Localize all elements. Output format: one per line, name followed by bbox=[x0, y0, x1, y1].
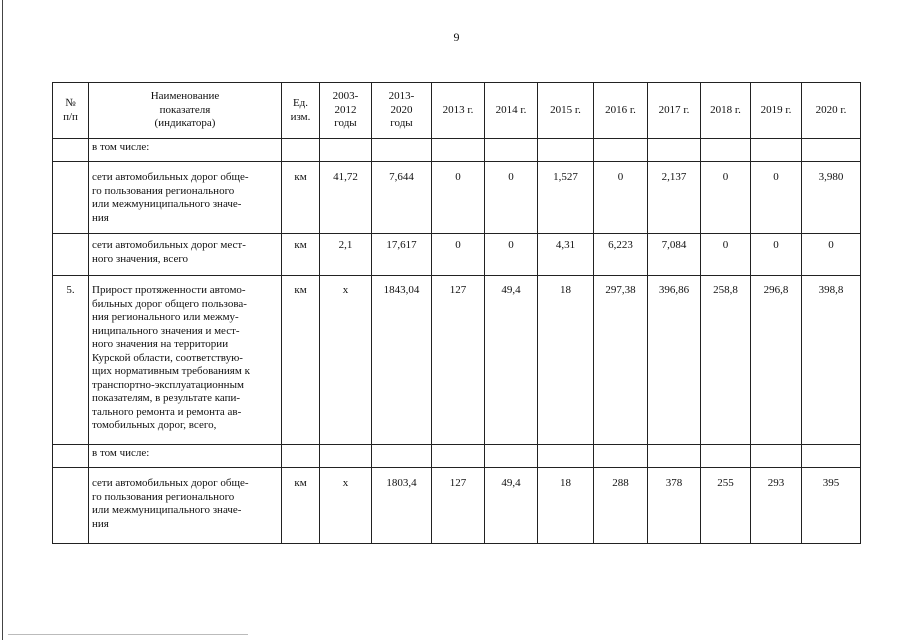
header-2016: 2016 г. bbox=[594, 83, 648, 139]
value-cell: 0 bbox=[485, 234, 538, 276]
value-cell: х bbox=[320, 468, 372, 544]
row-num bbox=[53, 468, 89, 544]
value-cell: 1843,04 bbox=[372, 276, 432, 445]
value-cell: 395 bbox=[802, 468, 861, 544]
header-num: № п/п bbox=[53, 83, 89, 139]
row-num bbox=[53, 234, 89, 276]
table-row bbox=[53, 162, 861, 234]
row-name: Прирост протяженности автомо- бильных дорог общего пользова- ния регионального или межму- ниципального значения и мест- ного значения на территории Курской области, соответствую- щих нормативным требованиям к транспортно-эксплуатационным показателям, в результате капи- тального ремонта и ремонта ав- томобильных дорог, всего, bbox=[89, 276, 282, 445]
value-cell: 0 bbox=[432, 234, 485, 276]
value-cell bbox=[320, 445, 372, 468]
table-header-row bbox=[53, 83, 861, 139]
page-number: 9 bbox=[453, 30, 460, 44]
value-cell bbox=[538, 139, 594, 162]
value-cell: 4,31 bbox=[538, 234, 594, 276]
value-cell: 7,084 bbox=[648, 234, 701, 276]
row-name: сети автомобильных дорог обще- го пользования регионального или межмуниципального значе- ния bbox=[89, 162, 282, 234]
table-row bbox=[53, 234, 861, 276]
value-cell bbox=[701, 139, 751, 162]
value-cell: 49,4 bbox=[485, 276, 538, 445]
row-name: в том числе: bbox=[89, 445, 282, 468]
value-cell: 7,644 bbox=[372, 162, 432, 234]
table-row bbox=[53, 139, 861, 162]
value-cell: 3,980 bbox=[802, 162, 861, 234]
value-cell: 18 bbox=[538, 276, 594, 445]
value-cell bbox=[432, 445, 485, 468]
header-2017: 2017 г. bbox=[648, 83, 701, 139]
value-cell: 17,617 bbox=[372, 234, 432, 276]
value-cell bbox=[802, 139, 861, 162]
value-cell: 288 bbox=[594, 468, 648, 544]
value-cell bbox=[751, 139, 802, 162]
header-period-2003-2012: 2003- 2012 годы bbox=[320, 83, 372, 139]
left-margin-rule bbox=[2, 0, 3, 640]
value-cell: 378 bbox=[648, 468, 701, 544]
value-cell: 293 bbox=[751, 468, 802, 544]
value-cell: 0 bbox=[802, 234, 861, 276]
value-cell: 1,527 bbox=[538, 162, 594, 234]
value-cell bbox=[372, 445, 432, 468]
value-cell: 49,4 bbox=[485, 468, 538, 544]
bottom-footnote-rule bbox=[8, 634, 248, 635]
header-2019: 2019 г. bbox=[751, 83, 802, 139]
row-name: сети автомобильных дорог обще- го пользования регионального или межмуниципального значе- ния bbox=[89, 468, 282, 544]
value-cell: 0 bbox=[751, 162, 802, 234]
value-cell bbox=[432, 139, 485, 162]
row-unit: км bbox=[282, 468, 320, 544]
row-num bbox=[53, 162, 89, 234]
header-unit: Ед. изм. bbox=[282, 83, 320, 139]
value-cell bbox=[538, 445, 594, 468]
indicators-table bbox=[52, 82, 861, 544]
value-cell bbox=[751, 445, 802, 468]
row-unit bbox=[282, 139, 320, 162]
header-2020: 2020 г. bbox=[802, 83, 861, 139]
row-name: сети автомобильных дорог мест- ного значения, всего bbox=[89, 234, 282, 276]
value-cell: 396,86 bbox=[648, 276, 701, 445]
value-cell: 0 bbox=[485, 162, 538, 234]
value-cell: 0 bbox=[432, 162, 485, 234]
header-name: Наименование показателя (индикатора) bbox=[89, 83, 282, 139]
value-cell bbox=[594, 139, 648, 162]
value-cell: 127 bbox=[432, 468, 485, 544]
value-cell bbox=[485, 445, 538, 468]
table-row bbox=[53, 468, 861, 544]
value-cell bbox=[648, 445, 701, 468]
row-unit: км bbox=[282, 162, 320, 234]
value-cell bbox=[701, 445, 751, 468]
row-num bbox=[53, 139, 89, 162]
value-cell: 255 bbox=[701, 468, 751, 544]
row-num bbox=[53, 445, 89, 468]
header-period-2013-2020: 2013- 2020 годы bbox=[372, 83, 432, 139]
table-row bbox=[53, 445, 861, 468]
value-cell bbox=[320, 139, 372, 162]
value-cell bbox=[648, 139, 701, 162]
header-2018: 2018 г. bbox=[701, 83, 751, 139]
header-2014: 2014 г. bbox=[485, 83, 538, 139]
row-unit: км bbox=[282, 276, 320, 445]
row-num: 5. bbox=[53, 276, 89, 445]
value-cell: 2,137 bbox=[648, 162, 701, 234]
header-2013: 2013 г. bbox=[432, 83, 485, 139]
value-cell: 258,8 bbox=[701, 276, 751, 445]
value-cell bbox=[594, 445, 648, 468]
value-cell: 1803,4 bbox=[372, 468, 432, 544]
value-cell: 18 bbox=[538, 468, 594, 544]
value-cell: 6,223 bbox=[594, 234, 648, 276]
value-cell: 296,8 bbox=[751, 276, 802, 445]
row-unit: км bbox=[282, 234, 320, 276]
value-cell bbox=[802, 445, 861, 468]
value-cell: 0 bbox=[751, 234, 802, 276]
value-cell bbox=[372, 139, 432, 162]
value-cell: 297,38 bbox=[594, 276, 648, 445]
row-unit bbox=[282, 445, 320, 468]
value-cell: 2,1 bbox=[320, 234, 372, 276]
value-cell bbox=[485, 139, 538, 162]
value-cell: 0 bbox=[701, 162, 751, 234]
header-2015: 2015 г. bbox=[538, 83, 594, 139]
value-cell: 398,8 bbox=[802, 276, 861, 445]
value-cell: х bbox=[320, 276, 372, 445]
row-name: в том числе: bbox=[89, 139, 282, 162]
value-cell: 41,72 bbox=[320, 162, 372, 234]
value-cell: 0 bbox=[594, 162, 648, 234]
value-cell: 127 bbox=[432, 276, 485, 445]
table-row bbox=[53, 276, 861, 445]
value-cell: 0 bbox=[701, 234, 751, 276]
